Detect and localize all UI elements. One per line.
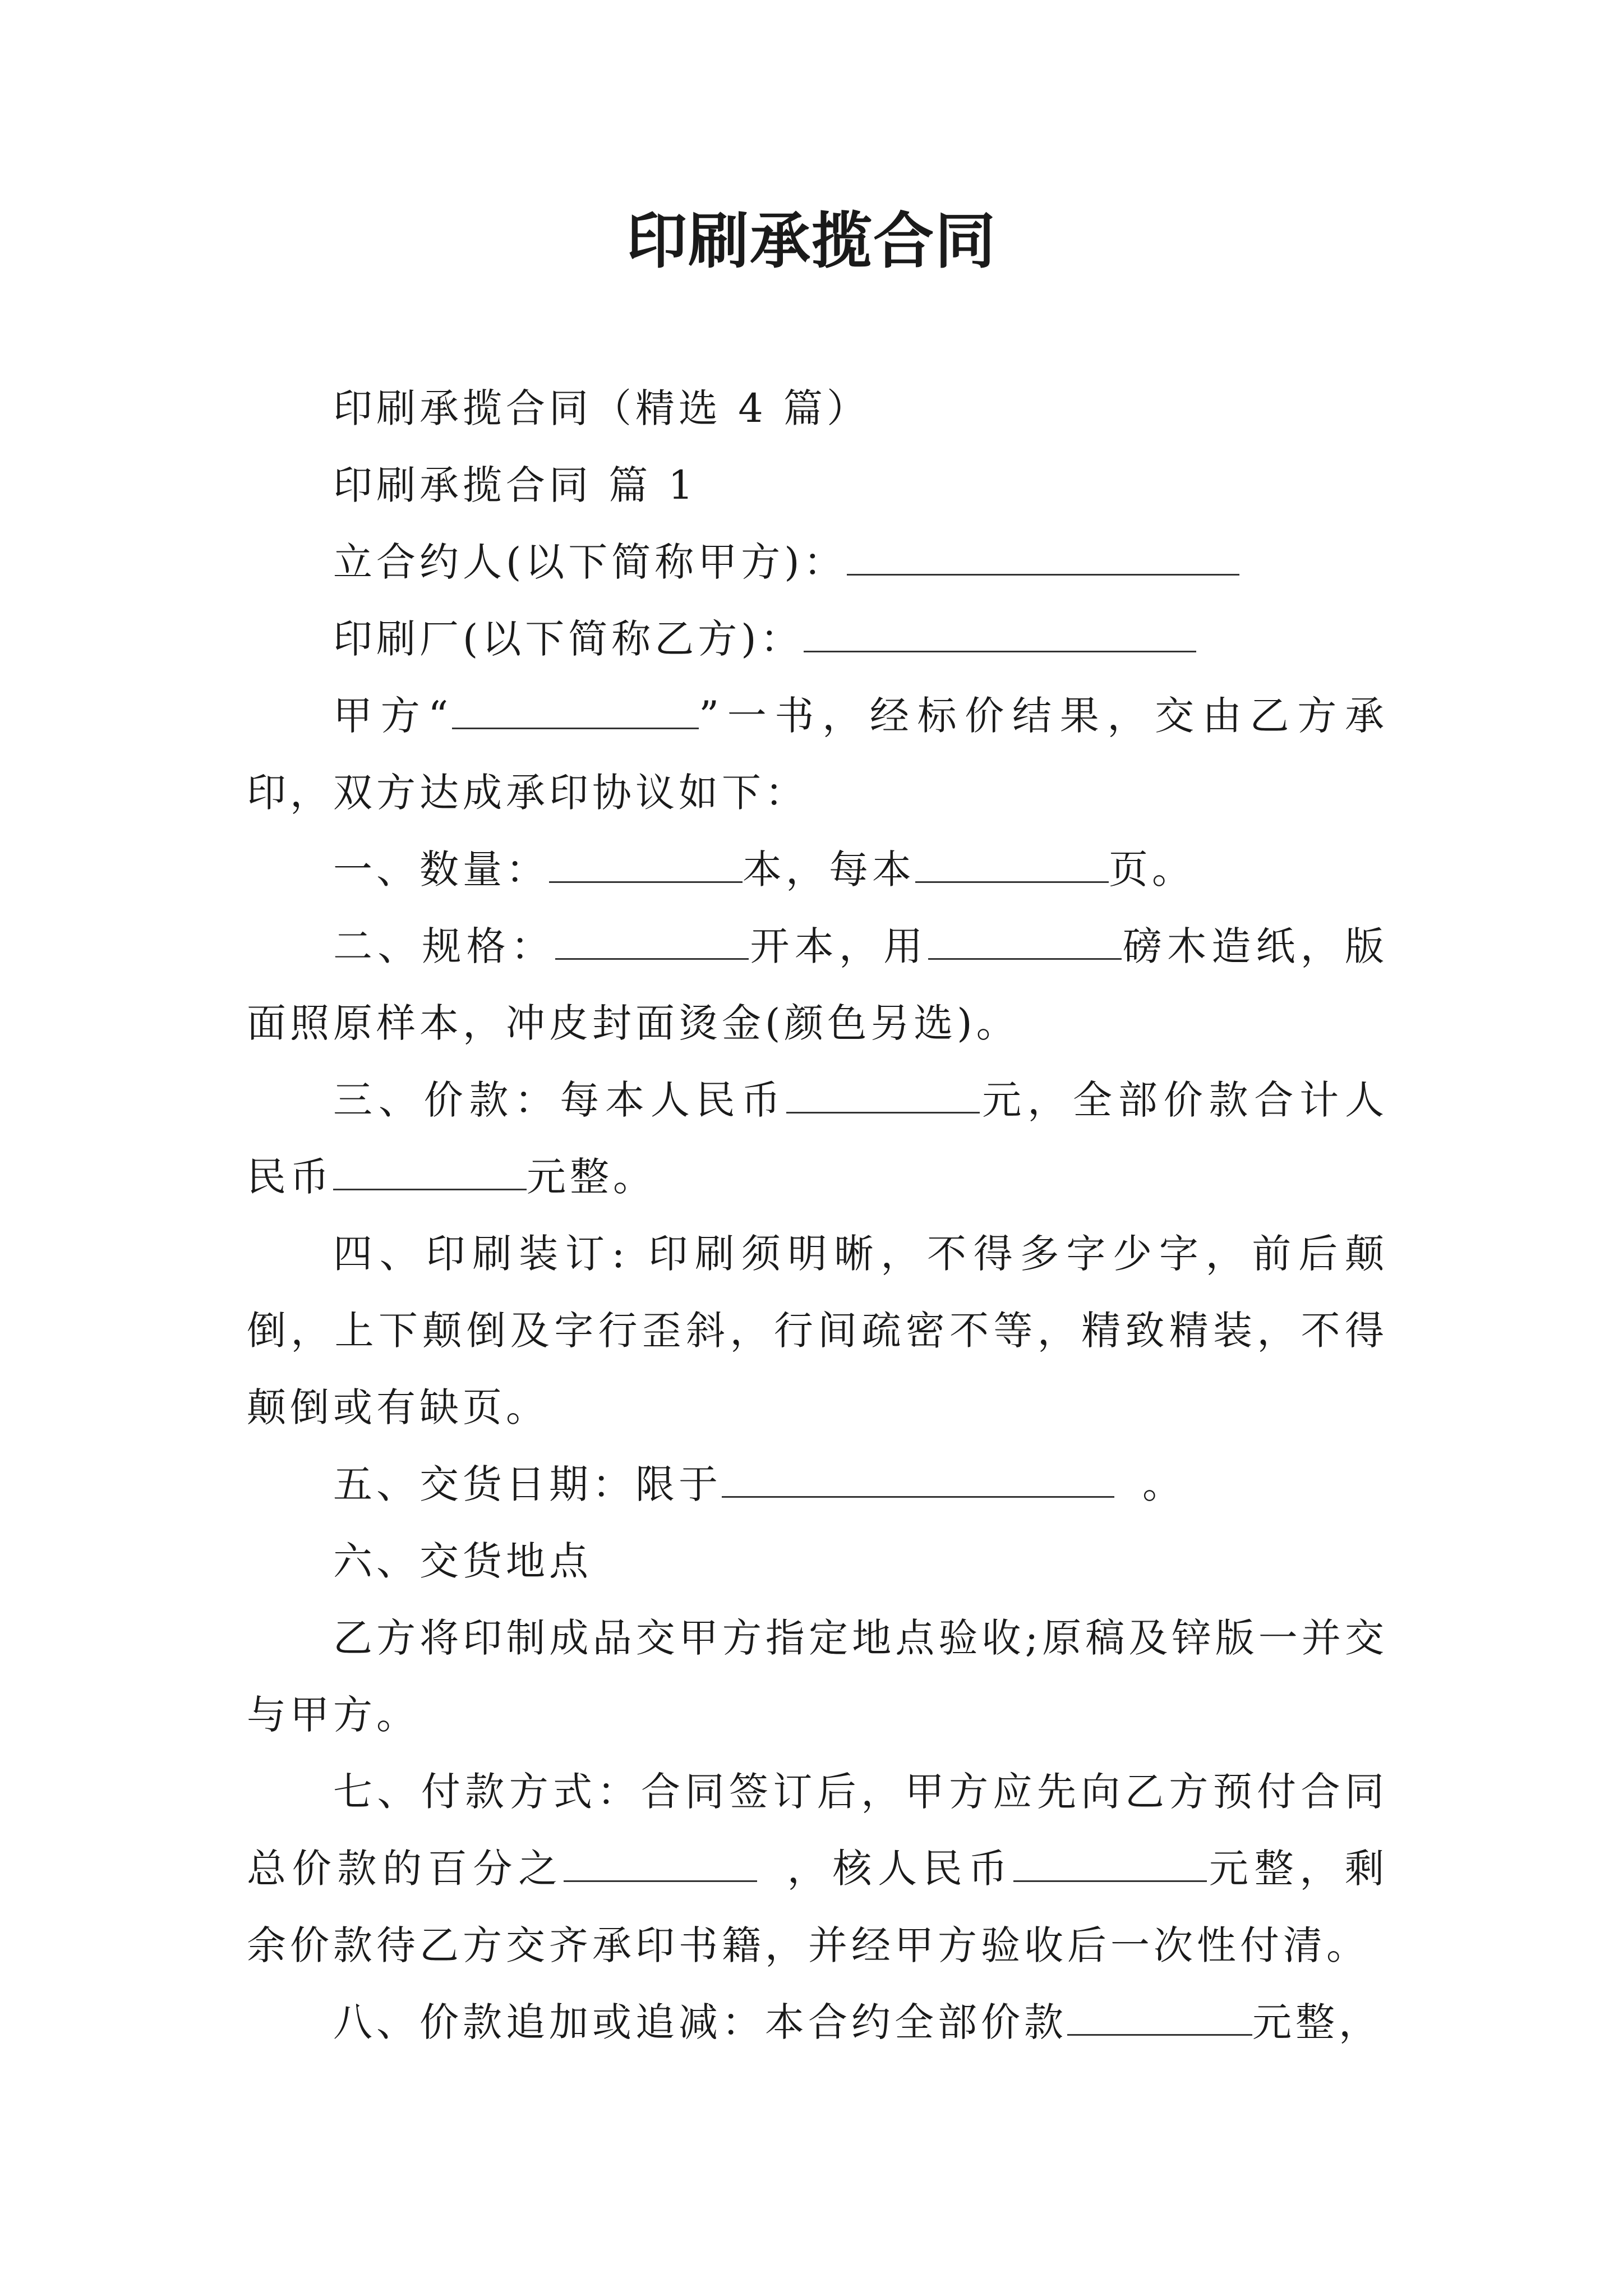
delivery-date-end: 。 bbox=[1142, 1461, 1186, 1507]
book-title-blank bbox=[452, 695, 699, 729]
price-unit-blank bbox=[786, 1079, 980, 1114]
paragraph-quantity bbox=[247, 831, 1388, 908]
price-end-text: 元整。 bbox=[527, 1154, 656, 1200]
party-b-blank bbox=[804, 618, 1196, 652]
payment-percent-blank bbox=[564, 1848, 757, 1882]
paragraph-spec bbox=[247, 908, 1388, 1062]
payment-text-start: 七、付款方式：合同签订后，甲方应先向乙方预付合同总价款的百分之 bbox=[247, 1769, 1388, 1892]
price-middle-text: 元，全部价款合计人民币 bbox=[247, 1077, 1389, 1200]
intro-text-start: 甲方“ bbox=[333, 693, 453, 739]
price-total-blank bbox=[333, 1156, 527, 1190]
delivery-date-label: 五、交货日期：限于 bbox=[333, 1461, 722, 1507]
spec-end-text: 磅木造纸，版面照原样本，冲皮封面烫金(颜色另选)。 bbox=[247, 923, 1388, 1046]
paragraph-delivery-place-detail bbox=[247, 1600, 1388, 1754]
paragraph-adjustment bbox=[247, 1984, 1388, 2061]
quantity-middle-text: 本，每本 bbox=[743, 846, 915, 892]
binding-text: 四、印刷装订: 印刷须明晰，不得多字少字，前后颠倒，上下颠倒及字行歪斜，行间疏密不等，精致精装，不得颠倒或有缺页。 bbox=[247, 1231, 1388, 1430]
party-b-label: 印刷厂(以下简称乙方)： bbox=[333, 616, 804, 662]
spec-format-blank bbox=[555, 926, 749, 960]
paragraph-delivery-place bbox=[247, 1523, 1388, 1600]
payment-amount-blank bbox=[1013, 1848, 1207, 1882]
price-label: 三、价款：每本人民币 bbox=[333, 1077, 787, 1123]
subtitle-text: 印刷承揽合同（精选 4 篇） bbox=[333, 385, 870, 431]
adjustment-text-end: 元整， bbox=[1252, 1999, 1382, 2045]
party-a-label: 立合约人(以下简称甲方)： bbox=[333, 539, 847, 585]
spec-label: 二、规格： bbox=[333, 923, 556, 969]
paragraph-intro bbox=[247, 678, 1388, 831]
paragraph-payment bbox=[247, 1754, 1388, 1984]
spec-paper-blank bbox=[928, 926, 1122, 960]
quantity-pages-blank bbox=[915, 849, 1109, 883]
paragraph-binding bbox=[247, 1216, 1388, 1446]
adjustment-text-start: 八、价款追加或追减：本合约全部价款 bbox=[333, 1999, 1067, 2045]
document-body bbox=[247, 370, 1388, 2061]
delivery-place-text: 乙方将印制成品交甲方指定地点验收;原稿及锌版一并交与甲方。 bbox=[247, 1615, 1388, 1738]
delivery-date-blank bbox=[722, 1464, 1114, 1498]
payment-text-end: 元整，剩余价款待乙方交齐承印书籍，并经甲方验收后一次性付清。 bbox=[247, 1846, 1389, 1968]
intro-text-end: ”一书，经标价结果，交由乙方承印，双方达成承印协议如下： bbox=[247, 693, 1388, 816]
paragraph-party-b bbox=[247, 601, 1388, 678]
quantity-copies-blank bbox=[549, 849, 743, 883]
document-title: 印刷承揽合同 bbox=[626, 206, 997, 277]
delivery-place-heading: 六、交货地点 bbox=[333, 1538, 592, 1584]
spec-middle-text: 开本，用 bbox=[749, 923, 928, 969]
party-a-blank bbox=[847, 541, 1239, 576]
paragraph-delivery-date bbox=[247, 1446, 1388, 1523]
payment-text-middle: ，核人民币 bbox=[785, 1846, 1014, 1892]
paragraph-subtitle bbox=[247, 370, 1388, 447]
paragraph-price bbox=[247, 1062, 1388, 1216]
quantity-end-text: 页。 bbox=[1109, 846, 1195, 892]
paragraph-party-a bbox=[247, 524, 1388, 601]
adjustment-amount-blank bbox=[1067, 2001, 1252, 2036]
paragraph-section-heading bbox=[247, 447, 1388, 524]
section-heading-text: 印刷承揽合同 篇 1 bbox=[333, 462, 698, 508]
quantity-label: 一、数量： bbox=[333, 846, 549, 892]
